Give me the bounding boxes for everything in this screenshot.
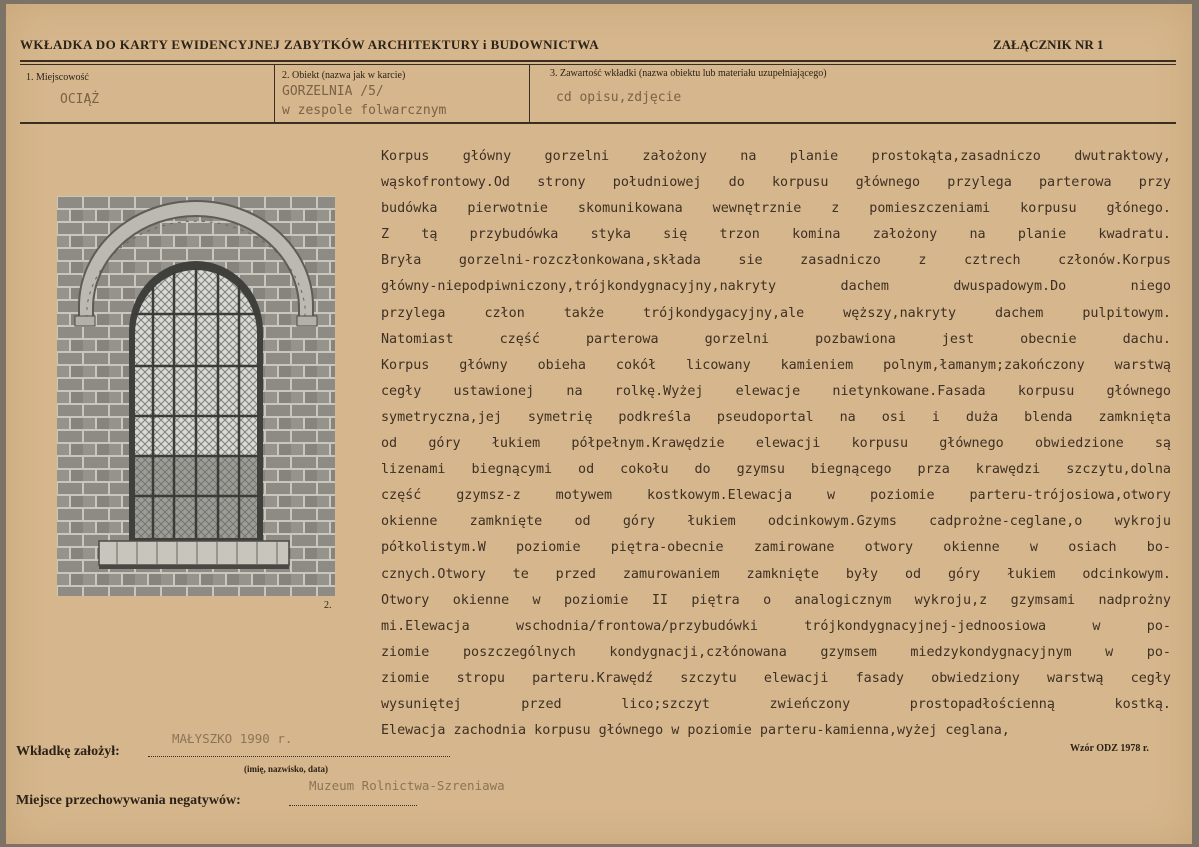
contents-label: 3. Zawartość wkładki (nazwa obiektu lub materiału uzupełniającego) <box>550 68 827 79</box>
description-line: półkolistym.W poziomie piętra-obecnie zamirowane otwory okienne w osiach bo- <box>381 540 1171 556</box>
description-line: symetryczna,jej symetrię podkreśla pseudoportal na osi i duża blenda zamknięta <box>381 409 1171 425</box>
header-rule-bottom <box>20 122 1176 124</box>
place-label: 1. Miejscowość <box>26 72 89 83</box>
description-line: Z tą przybudówka styka się trzon komina założony na planie kwadratu. <box>381 227 1171 243</box>
description-line: od góry łukiem półpełnym.Krawędzie elewacji korpusu głównego obwiedzione są <box>381 436 1171 452</box>
created-by-caption: (imię, nazwisko, data) <box>244 764 328 774</box>
created-by-value: MAŁYSZKO 1990 r. <box>172 731 293 746</box>
description-line: Korpus główny obieha cokół licowany kamieniem polnym,łamanym;zakończony warstwą <box>381 357 1171 373</box>
description-line: Korpus główny gorzelni założony na planie prostokąta,zasadniczo dwutraktowy, <box>381 149 1171 164</box>
description-line: mi.Elewacja wschodnia/frontowa/przybudówki trójkondygnacyjnej-jednoosiowa w po- <box>381 618 1171 634</box>
description-line: cegły ustawionej na rolkę.Wyżej elewacje nietynkowane.Fasada korpusu głównego <box>381 383 1171 399</box>
form-code: Wzór ODZ 1978 r. <box>1070 743 1149 754</box>
contents-value: cd opisu,zdjęcie <box>556 90 682 105</box>
negatives-line <box>289 805 417 806</box>
description-line: okienne zamknięte od góry łukiem odcinkowym.Gzyms cadprożne-ceglane,o wykroju <box>381 514 1171 530</box>
field-divider-2 <box>529 65 530 122</box>
description-line: lizenami biegnącymi od cokołu do gzymsu biegnącego prza krawędzi szczytu,dolna <box>381 462 1171 478</box>
window-photograph <box>57 196 335 596</box>
object-value-line1: GORZELNIA /5/ <box>282 84 384 99</box>
description-line: główny-niepodpiwniczony,trójkondygnacyjny,nakryty dachem dwuspadowym.Do niego <box>381 279 1171 295</box>
negatives-value: Muzeum Rolnictwa-Szreniawa <box>309 778 505 793</box>
created-by-line <box>148 756 450 757</box>
description-line: Natomiast część parterowa gorzelni pozbawiona jest obecnie dachu. <box>381 331 1171 347</box>
description-line: wąskofrontowy.Od strony południowej do korpusu głównego przylega parterowa przy <box>381 175 1171 191</box>
description-line: ziomie stropu parteru.Krawędź szczytu elewacji fasady obwiedziony warstwą cegły <box>381 670 1171 686</box>
description-line: wysuniętej przed lico;szczyt zwieńczony prostopadłościenną kostką. <box>381 696 1171 712</box>
place-value: OCIĄŻ <box>60 92 100 107</box>
created-by-label: Wkładkę założył: <box>16 744 120 759</box>
description-line: przylega człon także trójkondygacyjny,ale węższy,nakryty dachem pulpitowym. <box>381 305 1171 321</box>
arched-window-image <box>57 196 335 596</box>
card-title: WKŁADKA DO KARTY EWIDENCYJNEJ ZABYTKÓW ARCHITEKTURY i BUDOWNICTWA <box>20 37 599 52</box>
description-line: Elewacja zachodnia korpusu głównego w poziomie parteru-kamienna,wyżej ceglana, <box>381 723 1010 739</box>
photo-number: 2. <box>324 600 332 611</box>
annex-number: ZAŁĄCZNIK NR 1 <box>993 37 1104 52</box>
description-line: Bryła gorzelni-rozczłonkowana,składa sie zasadniczo z cztrech członów.Korpus <box>381 253 1171 269</box>
description-line: część gzymsz-z motywem kostkowym.Elewacja w poziomie parteru-trójosiowa,otwory <box>381 488 1171 504</box>
description-text <box>381 144 1171 744</box>
header-rule-top <box>20 60 1176 62</box>
description-line: Otwory okienne w poziomie II piętra o analogicznym wykroju,z gzymsami nadprożny <box>381 592 1171 608</box>
field-divider-1 <box>274 65 275 122</box>
object-label: 2. Obiekt (nazwa jak w karcie) <box>282 70 406 81</box>
description-line: cznych.Otwory te przed zamurowaniem zamknięte były od góry łukiem odcinkowym. <box>381 566 1171 582</box>
header-rule-top-thin <box>20 64 1176 65</box>
object-value-line2: w zespole folwarcznym <box>282 103 447 118</box>
description-line: ziomie poszczególnych kondygnacji,człónowana gzymsem miedzykondygnacyjnym w po- <box>381 644 1171 660</box>
negatives-label: Miejsce przechowywania negatywów: <box>16 793 241 808</box>
description-line: budówka pierwotnie skomunikowana wewnętrznie z pomieszczeniami korpusu głónego. <box>381 201 1171 217</box>
record-card <box>6 4 1192 844</box>
